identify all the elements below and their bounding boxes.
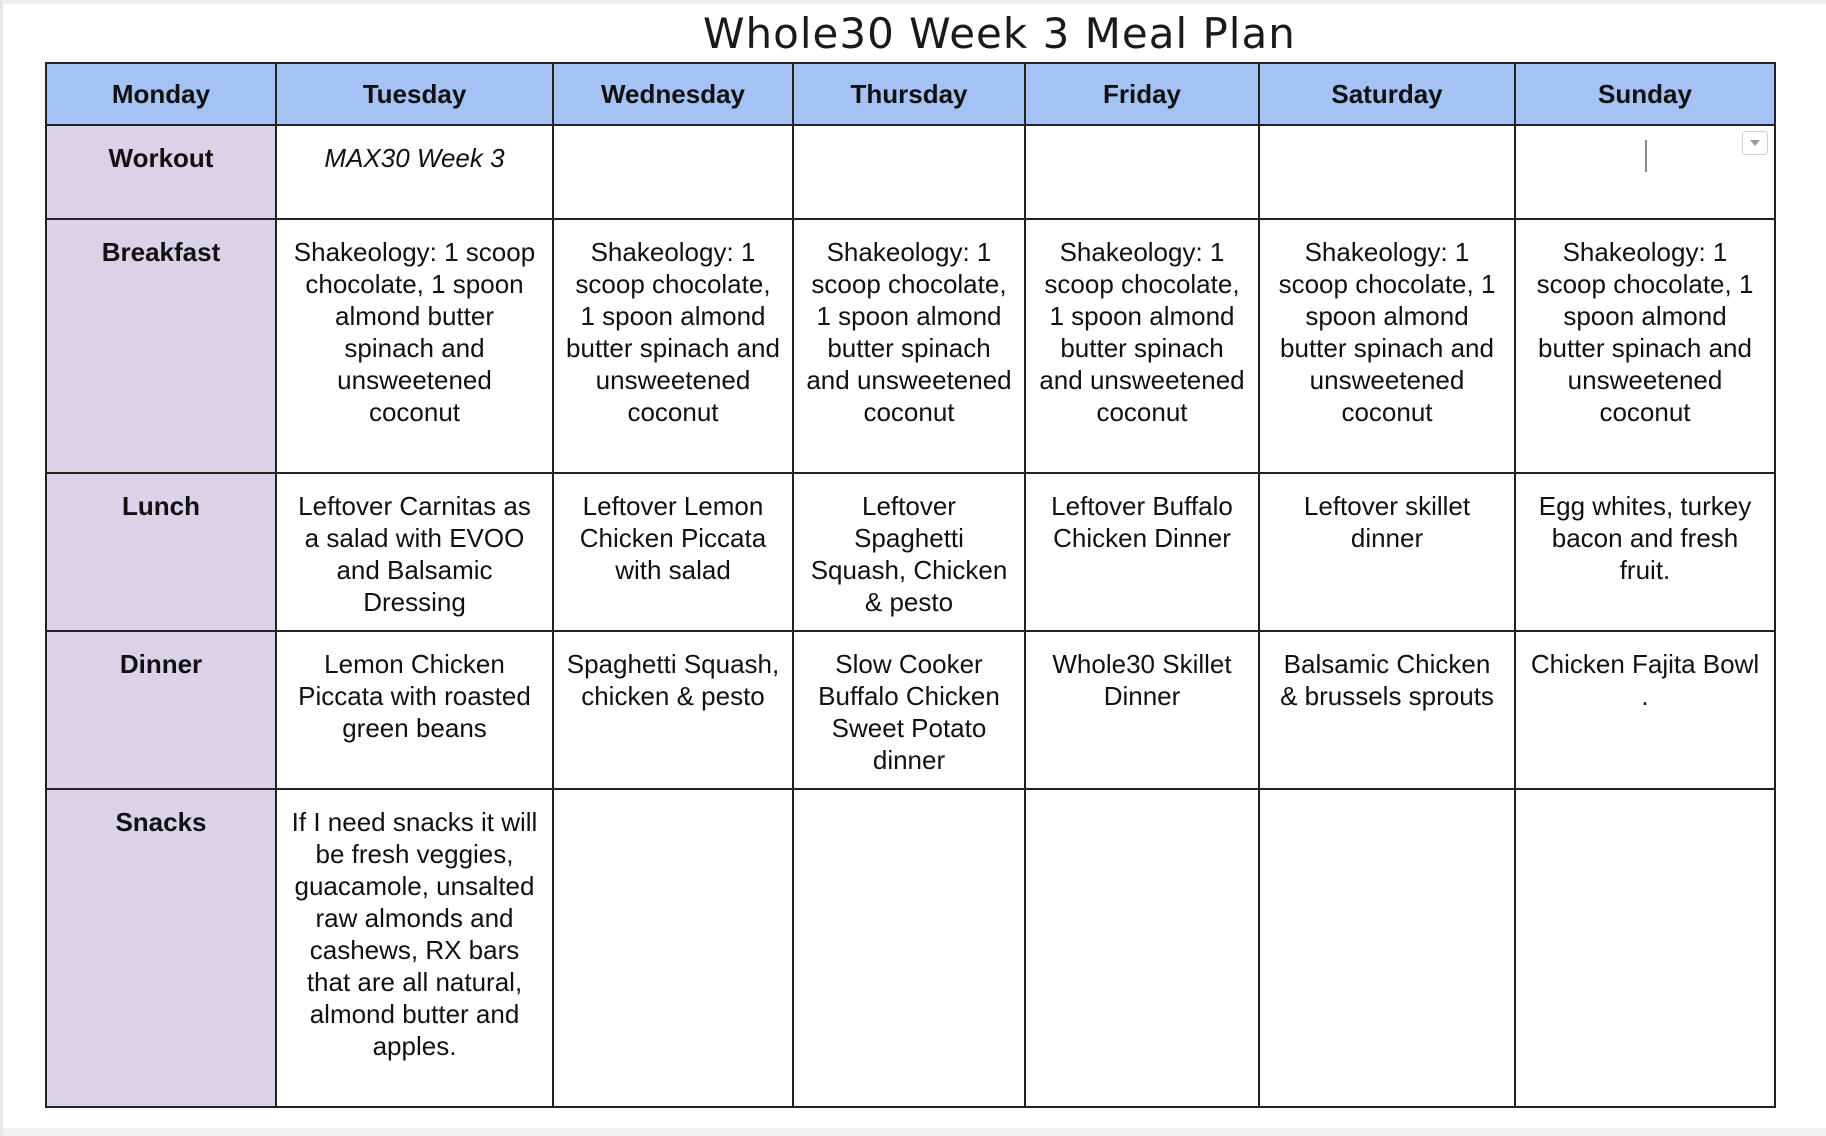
table-row-workout [46,125,1775,219]
header-cell-thursday[interactable]: Thursday [793,63,1025,125]
row-label-snacks[interactable]: Snacks [46,789,276,1107]
row-label-workout[interactable]: Workout [46,125,276,219]
cell-workout-wednesday[interactable] [553,125,793,219]
table-row-dinner [46,631,1775,789]
cell-lunch-friday[interactable]: Leftover Buffalo Chicken Dinner [1025,473,1259,631]
cell-snacks-wednesday[interactable] [553,789,793,1107]
cell-breakfast-friday[interactable]: Shakeology: 1 scoop chocolate, 1 spoon almond butter spinach and unsweetened coconut [1025,219,1259,473]
header-cell-wednesday[interactable]: Wednesday [553,63,793,125]
cell-dinner-saturday[interactable]: Balsamic Chicken & brussels sprouts [1259,631,1515,789]
cell-snacks-tuesday[interactable]: If I need snacks it will be fresh veggies, guacamole, unsalted raw almonds and cashews, RX bars that are all natural, almond butter and apples. [276,789,553,1107]
chevron-down-icon[interactable] [1742,131,1768,155]
table-row-snacks [46,789,1775,1107]
cell-breakfast-tuesday[interactable]: Shakeology: 1 scoop chocolate, 1 spoon almond butter spinach and unsweetened coconut [276,219,553,473]
cell-breakfast-sunday[interactable]: Shakeology: 1 scoop chocolate, 1 spoon almond butter spinach and unsweetened coconut [1515,219,1775,473]
header-row [46,63,1775,125]
cell-lunch-saturday[interactable]: Leftover skillet dinner [1259,473,1515,631]
cell-breakfast-saturday[interactable]: Shakeology: 1 scoop chocolate, 1 spoon almond butter spinach and unsweetened coconut [1259,219,1515,473]
row-label-breakfast[interactable]: Breakfast [46,219,276,473]
header-cell-sunday[interactable]: Sunday [1515,63,1775,125]
cell-lunch-sunday[interactable]: Egg whites, turkey bacon and fresh fruit. [1515,473,1775,631]
cell-lunch-thursday[interactable]: Leftover Spaghetti Squash, Chicken & pesto [793,473,1025,631]
cell-workout-friday[interactable] [1025,125,1259,219]
cell-dinner-wednesday[interactable]: Spaghetti Squash, chicken & pesto [553,631,793,789]
cell-workout-saturday[interactable] [1259,125,1515,219]
table-row-lunch [46,473,1775,631]
page-title: Whole30 Week 3 Meal Plan [703,9,1296,58]
cell-lunch-tuesday[interactable]: Leftover Carnitas as a salad with EVOO and Balsamic Dressing [276,473,553,631]
text-cursor [1645,140,1647,172]
row-label-lunch[interactable]: Lunch [46,473,276,631]
cell-workout-tuesday[interactable]: MAX30 Week 3 [276,125,553,219]
cell-snacks-friday[interactable] [1025,789,1259,1107]
cell-snacks-sunday[interactable] [1515,789,1775,1107]
cell-breakfast-thursday[interactable]: Shakeology: 1 scoop chocolate, 1 spoon almond butter spinach and unsweetened coconut [793,219,1025,473]
window-bottom-edge [3,1128,1826,1136]
header-cell-monday[interactable]: Monday [46,63,276,125]
toolbar-edge [3,0,1826,4]
cell-dinner-friday[interactable]: Whole30 Skillet Dinner [1025,631,1259,789]
cell-breakfast-wednesday[interactable]: Shakeology: 1 scoop chocolate, 1 spoon almond butter spinach and unsweetened coconut [553,219,793,473]
header-cell-friday[interactable]: Friday [1025,63,1259,125]
cell-snacks-thursday[interactable] [793,789,1025,1107]
cell-lunch-wednesday[interactable]: Leftover Lemon Chicken Piccata with salad [553,473,793,631]
row-label-dinner[interactable]: Dinner [46,631,276,789]
cell-workout-thursday[interactable] [793,125,1025,219]
meal-plan-table [45,62,1776,1108]
header-cell-saturday[interactable]: Saturday [1259,63,1515,125]
header-cell-tuesday[interactable]: Tuesday [276,63,553,125]
cell-dinner-sunday[interactable]: Chicken Fajita Bowl . [1515,631,1775,789]
cell-dinner-tuesday[interactable]: Lemon Chicken Piccata with roasted green beans [276,631,553,789]
cell-snacks-saturday[interactable] [1259,789,1515,1107]
table-row-breakfast [46,219,1775,473]
cell-dinner-thursday[interactable]: Slow Cooker Buffalo Chicken Sweet Potato dinner [793,631,1025,789]
